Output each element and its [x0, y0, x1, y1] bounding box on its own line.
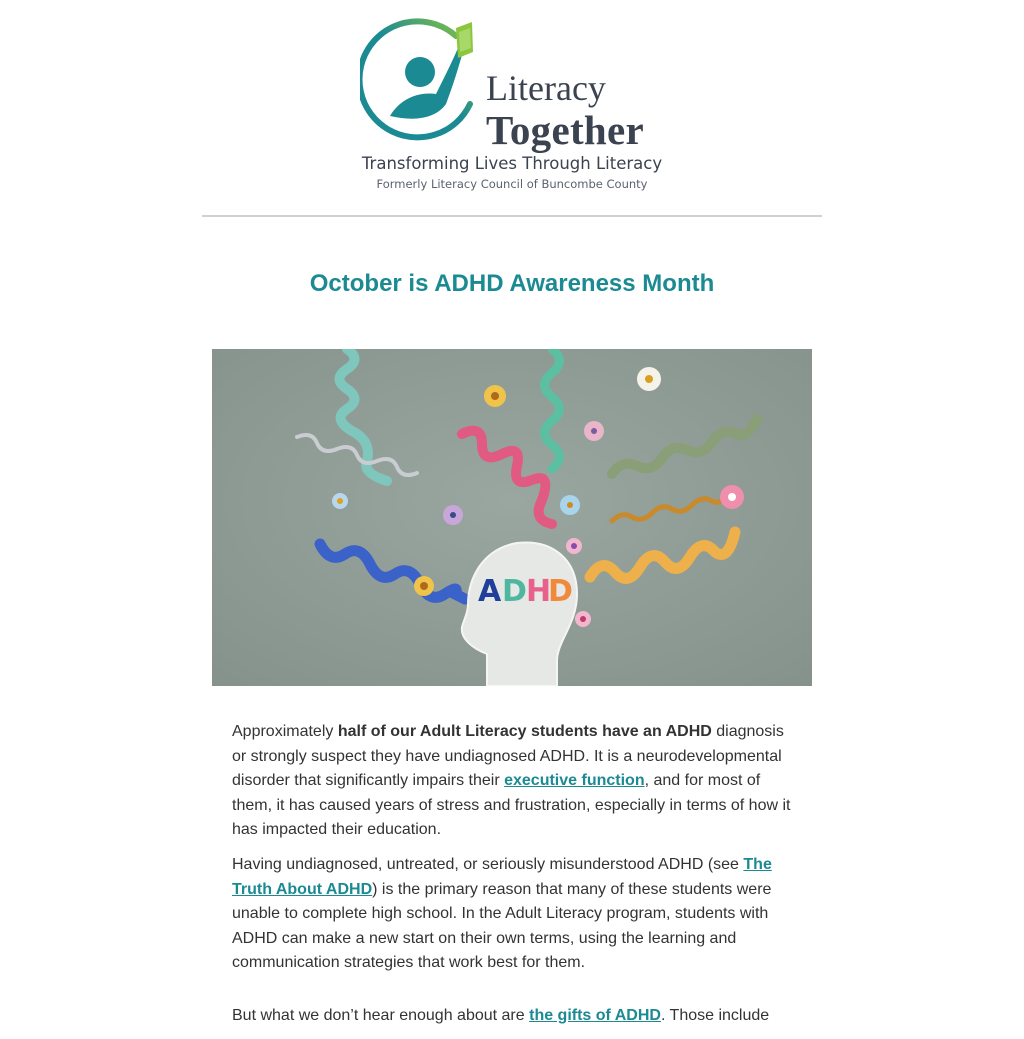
- link-truth-about-adhd[interactable]: The Truth About ADHD: [232, 855, 772, 898]
- bold-text: half of our Adult Literacy students have an ADHD: [337, 723, 712, 740]
- tagline: Transforming Lives Through Literacy: [361, 154, 663, 173]
- svg-text:D: D: [548, 574, 573, 609]
- sub-tagline: Formerly Literacy Council of Buncombe County: [376, 177, 648, 191]
- hero-image: [212, 349, 812, 686]
- logo-word-literacy: Literacy: [486, 68, 606, 108]
- page-headline: October is ADHD Awareness Month: [309, 270, 715, 297]
- header-divider: [202, 215, 822, 217]
- paragraph-gifts-of-adhd: [232, 1004, 792, 1029]
- logo-word-together: Together: [486, 107, 645, 153]
- article-body: [232, 720, 792, 1039]
- svg-text:D: D: [502, 574, 527, 609]
- svg-text:H: H: [526, 574, 552, 609]
- text: ) is the primary reason that many of these students were unable to complete high school. In the Adult Literacy program, students with ADHD can make a new start on their own terms, using the learning and communication strategies that work best for them.: [232, 880, 772, 972]
- link-gifts-of-adhd[interactable]: the gifts of ADHD: [529, 1006, 661, 1024]
- logo-reader-icon: [360, 18, 485, 143]
- paragraph-undiagnosed-adhd: [232, 853, 792, 976]
- text: . Those include: [660, 1006, 770, 1024]
- literacy-together-logo[interactable]: [360, 18, 670, 153]
- link-executive-function[interactable]: executive function: [504, 772, 645, 790]
- text: Approximately: [232, 723, 338, 740]
- text: diagnosis or strongly suspect they have undiagnosed ADHD. It is a neurodevelopmental disorder that significantly impairs their: [232, 723, 784, 790]
- text: But what we don’t hear enough about are: [232, 1006, 530, 1024]
- paragraph-adult-literacy-students: [232, 720, 792, 843]
- text: Having undiagnosed, untreated, or seriously misunderstood ADHD (see: [232, 855, 744, 873]
- svg-text:A: A: [478, 574, 502, 609]
- text: , and for most of them, it has caused years of stress and frustration, especially in terms of how it has impacted their education.: [232, 772, 791, 839]
